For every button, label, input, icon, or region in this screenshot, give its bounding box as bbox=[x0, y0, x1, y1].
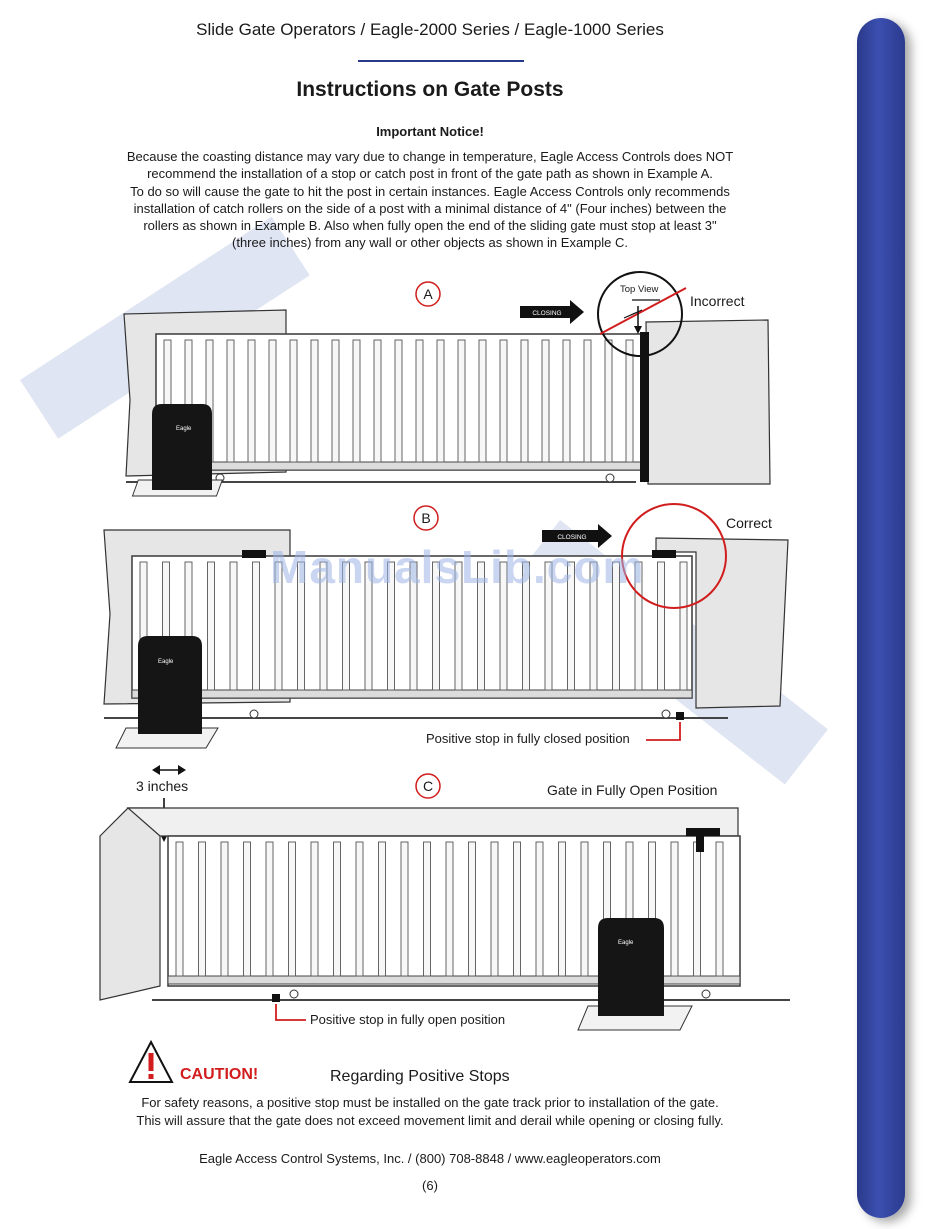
gate-picket bbox=[199, 842, 206, 976]
catch-roller-right-b bbox=[652, 550, 676, 558]
stop-leader-open bbox=[276, 1004, 306, 1020]
catch-roller-c bbox=[686, 828, 720, 836]
position-label: Gate in Fully Open Position bbox=[547, 782, 718, 798]
gate-picket bbox=[176, 842, 183, 976]
gate-picket bbox=[353, 340, 360, 462]
caution-heading: Regarding Positive Stops bbox=[330, 1068, 510, 1085]
roller-c-right bbox=[702, 990, 710, 998]
caution-word: CAUTION! bbox=[180, 1066, 259, 1083]
gate-picket bbox=[521, 340, 528, 462]
catch-roller-left-b bbox=[242, 550, 266, 558]
caution-row bbox=[128, 1040, 768, 1088]
operator-body-c bbox=[598, 918, 664, 1016]
gate-picket bbox=[500, 340, 507, 462]
gate-picket bbox=[401, 842, 408, 976]
header-title: Slide Gate Operators / Eagle-2000 Series / Eagle-1000 Series bbox=[196, 20, 664, 39]
page-title: Instructions on Gate Posts bbox=[296, 78, 564, 101]
gate-picket bbox=[469, 842, 476, 976]
svg-text:CLOSING: CLOSING bbox=[557, 534, 587, 541]
gate-picket bbox=[581, 842, 588, 976]
gate-picket bbox=[536, 842, 543, 976]
gate-picket bbox=[269, 340, 276, 462]
notice-line: recommend the installation of a stop or catch post in front of the gate path as shown in Example A. bbox=[147, 166, 713, 182]
wall-right-a bbox=[646, 320, 770, 484]
marker-a-label: A bbox=[423, 286, 433, 302]
gate-picket bbox=[584, 340, 591, 462]
roller-b-right bbox=[662, 710, 670, 718]
gate-picket bbox=[658, 562, 665, 690]
gate-picket bbox=[332, 340, 339, 462]
gate-picket bbox=[437, 340, 444, 462]
roller-b-left bbox=[250, 710, 258, 718]
gate-picket bbox=[605, 340, 612, 462]
gate-picket bbox=[446, 842, 453, 976]
gate-picket bbox=[244, 842, 251, 976]
distance-label: 3 inches bbox=[136, 778, 189, 794]
gate-picket bbox=[559, 842, 566, 976]
verdict-incorrect: Incorrect bbox=[690, 293, 745, 309]
notice-title: Important Notice! bbox=[376, 124, 484, 139]
gate-picket bbox=[374, 340, 381, 462]
gate-picket bbox=[230, 562, 237, 690]
gate-picket bbox=[227, 340, 234, 462]
gate-picket bbox=[248, 340, 255, 462]
wall-top-c bbox=[128, 808, 738, 836]
verdict-correct: Correct bbox=[726, 515, 772, 531]
gate-picket bbox=[563, 340, 570, 462]
page-side-bar bbox=[857, 18, 905, 1218]
gate-picket bbox=[289, 842, 296, 976]
operator-brand-b: Eagle bbox=[158, 659, 174, 665]
top-view-label: Top View bbox=[620, 284, 659, 295]
caution-body bbox=[90, 1094, 770, 1129]
gate-picket bbox=[716, 842, 723, 976]
gate-picket bbox=[479, 340, 486, 462]
stop-label-closed: Positive stop in fully closed position bbox=[426, 731, 630, 746]
gate-picket bbox=[671, 842, 678, 976]
catch-roller-c-post bbox=[696, 836, 704, 852]
gate-picket bbox=[311, 340, 318, 462]
gate-picket bbox=[416, 340, 423, 462]
marker-b-label: B bbox=[421, 510, 431, 526]
stop-label-open: Positive stop in fully open position bbox=[310, 1012, 506, 1027]
gate-picket bbox=[694, 842, 701, 976]
operator-body-a bbox=[152, 404, 212, 490]
gate-picket bbox=[424, 842, 431, 976]
gate-picket bbox=[266, 842, 273, 976]
operator-body-b bbox=[138, 636, 202, 734]
gate-picket bbox=[311, 842, 318, 976]
roller-c-left bbox=[290, 990, 298, 998]
notice-line: (three inches) from any wall or other objects as shown in Example C. bbox=[232, 235, 628, 251]
footer-contact: Eagle Access Control Systems, Inc. / (800) 708-8848 / www.eagleoperators.com bbox=[199, 1151, 661, 1166]
gate-picket bbox=[221, 842, 228, 976]
caution-line: This will assure that the gate does not exceed movement limit and derail while opening or closing fully. bbox=[136, 1112, 724, 1128]
gate-picket bbox=[458, 340, 465, 462]
example-c bbox=[100, 765, 790, 1030]
gate-picket bbox=[514, 842, 521, 976]
notice-line: To do so will cause the gate to hit the post in certain instances. Eagle Access Controls only recommends bbox=[130, 183, 730, 199]
gate-picket bbox=[626, 340, 633, 462]
manualslib-watermark: ManualsLib.com bbox=[270, 541, 645, 593]
gate-picket bbox=[334, 842, 341, 976]
roller-a-right bbox=[606, 474, 614, 482]
operator-brand-a: Eagle bbox=[176, 426, 192, 432]
gate-picket bbox=[680, 562, 687, 690]
gate-picket bbox=[491, 842, 498, 976]
gate-picket bbox=[379, 842, 386, 976]
gate-rail-a bbox=[156, 462, 646, 470]
distance-arrow bbox=[152, 765, 186, 775]
example-a bbox=[124, 272, 770, 496]
warning-triangle-icon bbox=[128, 1040, 174, 1084]
notice-line: rollers as shown in Example B. Also when fully open the end of the sliding gate must stop at least 3" bbox=[143, 218, 717, 234]
svg-text:CLOSING: CLOSING bbox=[532, 310, 562, 317]
positive-stop-open bbox=[272, 994, 280, 1002]
gate-picket bbox=[356, 842, 363, 976]
positive-stop-closed bbox=[676, 712, 684, 720]
gate-picket bbox=[290, 340, 297, 462]
marker-c-label: C bbox=[422, 778, 434, 794]
gate-picket bbox=[253, 562, 260, 690]
gate-rail-b bbox=[132, 690, 692, 698]
gate-picket bbox=[208, 562, 215, 690]
page-number: (6) bbox=[422, 1178, 438, 1193]
gate-picket bbox=[395, 340, 402, 462]
gate-picket bbox=[542, 340, 549, 462]
caution-line: For safety reasons, a positive stop must be installed on the gate track prior to installation of the gate. bbox=[141, 1095, 719, 1110]
notice-line: Because the coasting distance may vary due to change in temperature, Eagle Access Controls does NOT bbox=[126, 149, 734, 164]
stop-leader-closed bbox=[646, 722, 680, 740]
notice-line: installation of catch rollers on the side of a post with a minimal distance of 4" (Four inches) between the bbox=[133, 200, 727, 216]
operator-brand-c: Eagle bbox=[618, 940, 634, 946]
closing-arrow-a bbox=[520, 300, 584, 324]
gate-a bbox=[156, 334, 646, 470]
wall-left-c bbox=[100, 808, 160, 1000]
